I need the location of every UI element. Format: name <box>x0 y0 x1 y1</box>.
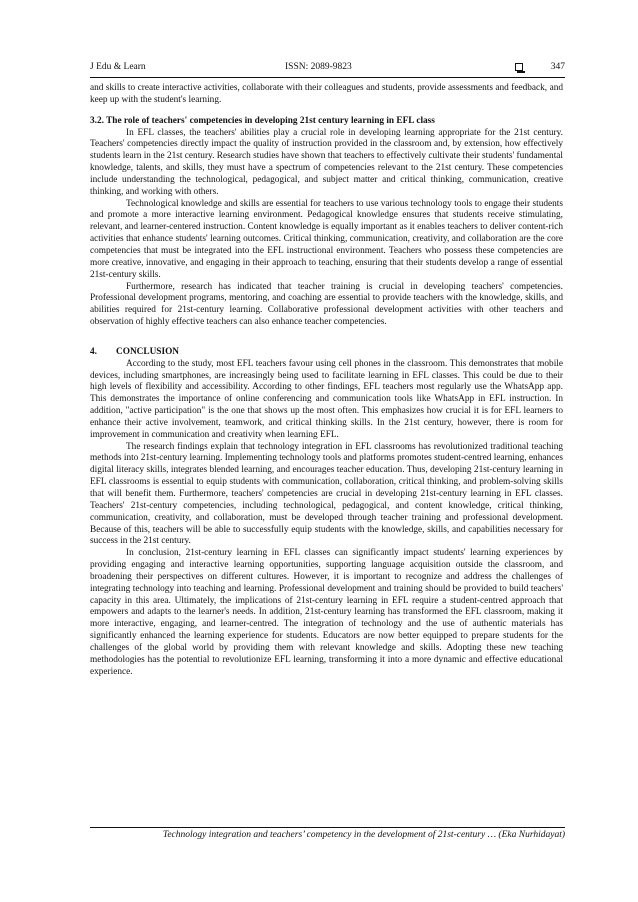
page-body <box>90 83 563 679</box>
running-header <box>90 62 565 76</box>
section-4-heading <box>90 347 563 359</box>
header-rule <box>90 77 565 78</box>
square-box-icon <box>515 63 523 71</box>
section-3-2-paragraph-3: Furthermore, research has indicated that teacher training is crucial in developing teachers' competencies. Professional development programs, mentoring, and coaching are essential to provide teachers with the knowledge, skills, and abilities required for 21st-century learning. Collaborative professional development activities with other teachers and observation of highly effective teachers can also enhance teacher competencies. <box>90 281 563 328</box>
page-number: 347 <box>550 62 565 72</box>
intro-paragraph: and skills to create interactive activities, collaborate with their colleagues and students, provide assessments and feedback, and keep up with the student's learning. <box>90 83 563 105</box>
journal-name: J Edu & Learn <box>90 62 146 72</box>
section-3-2-paragraph-1: In EFL classes, the teachers' abilities play a crucial role in developing learning appropriate for the 21st century. Teachers' competencies directly impact the quality of instruction provided in the classroom and, by extension, how effectively students learn in the 21st century. Research studies have shown that teachers to effectively cultivate their students' fundamental knowledge, talents, and skills, they must have a spectrum of competencies relevant to the 21st century. These competencies include understanding the technological, pedagogical, and subject matter and critical thinking, communication, creative thinking, and working with others. <box>90 127 563 197</box>
section-3-2-paragraph-2: Technological knowledge and skills are essential for teachers to use various technology tools to engage their students and promote a more interactive learning environment. Pedagogical knowledge ensures that students receive stimulating, relevant, and learner-centered instruction. Content knowledge is equally important as it enables teachers to deliver content-rich activities that enhance students' learning outcomes. Critical thinking, communication, creativity, and collaboration are the core competencies that must be integrated into the EFL instructional environment. Teachers who possess these competencies are more creative, innovative, and engaging in their approach to teaching, ensuring that their students develop a range of essential 21st-century skills. <box>90 198 563 280</box>
section-3-2-heading: 3.2. The role of teachers' competencies in developing 21st century learning in EFL class <box>90 115 435 126</box>
issn: ISSN: 2089-9823 <box>285 62 352 72</box>
running-footer: Technology integration and teachers’ competency in the development of 21st-century … (Eka Nurhidayat) <box>162 830 565 840</box>
footer-rule <box>90 827 565 828</box>
section-4-title: CONCLUSION <box>116 346 180 357</box>
conclusion-paragraph-3: In conclusion, 21st-century learning in EFL classes can significantly impact students' learning experiences by providing engaging and interactive learning opportunities, supporting language acquisition outside the classroom, and broadening their perspectives on different cultures. However, it is important to recognize and address the challenges of integrating technology into teaching and learning. Professional development and training should be provided to build teachers' capacity in this area. Ultimately, the implications of 21st-century learning in EFL require a student-centred approach that empowers and adapts to the learner's needs. In addition, 21st-century learning has transformed the EFL classroom, making it more interactive, engaging, and learner-centred. The integration of technology and the use of authentic materials has significantly enhanced the learning experience for students. Educators are now better equipped to prepare students for the challenges of the global world by providing them with relevant knowledge and skills. Adopting these new teaching methodologies has the potential to revolutionize EFL learning, transforming it into a more dynamic and effective educational experience. <box>90 548 563 677</box>
section-4-number: 4. <box>90 346 97 357</box>
conclusion-paragraph-2: The research findings explain that technology integration in EFL classrooms has revolutionized traditional teaching methods into 21st-century learning. Implementing technology tools and platforms promotes student-centred learning, enhances digital literacy skills, integrates blended learning, and encourages teacher education. Thus, developing 21st-century learning in EFL classrooms is essential to equip students with communication, collaboration, critical thinking, and problem-solving skills that will benefit them. Furthermore, teachers' competencies are crucial in developing 21st-century learning in EFL classes. Teachers' 21st-century competencies, including technological, pedagogical, and content knowledge, critical thinking, communication, creativity, and collaboration, must be developed through teacher training and professional development. Because of this, teachers will be able to successfully equip students with the knowledge, skills, and capabilities necessary for success in the 21st century. <box>90 441 563 547</box>
conclusion-paragraph-1: According to the study, most EFL teachers favour using cell phones in the classroom. This demonstrates that mobile devices, including smartphones, are increasingly being used to facilitate learning in EFL classes. This could be due to their high levels of flexibility and accessibility. According to other findings, EFL teachers most regularly use the WhatsApp app. This demonstrates the importance of online conferencing and communication tools like WhatsApp in EFL instruction. In addition, "active participation" is the one that shows up the most often. This emphasizes how crucial it is for EFL learners to enhance their active involvement, teamwork, and critical thinking skills. In the 21st century, however, there is room for improvement in communication and creativity when learning EFL. <box>90 358 563 440</box>
